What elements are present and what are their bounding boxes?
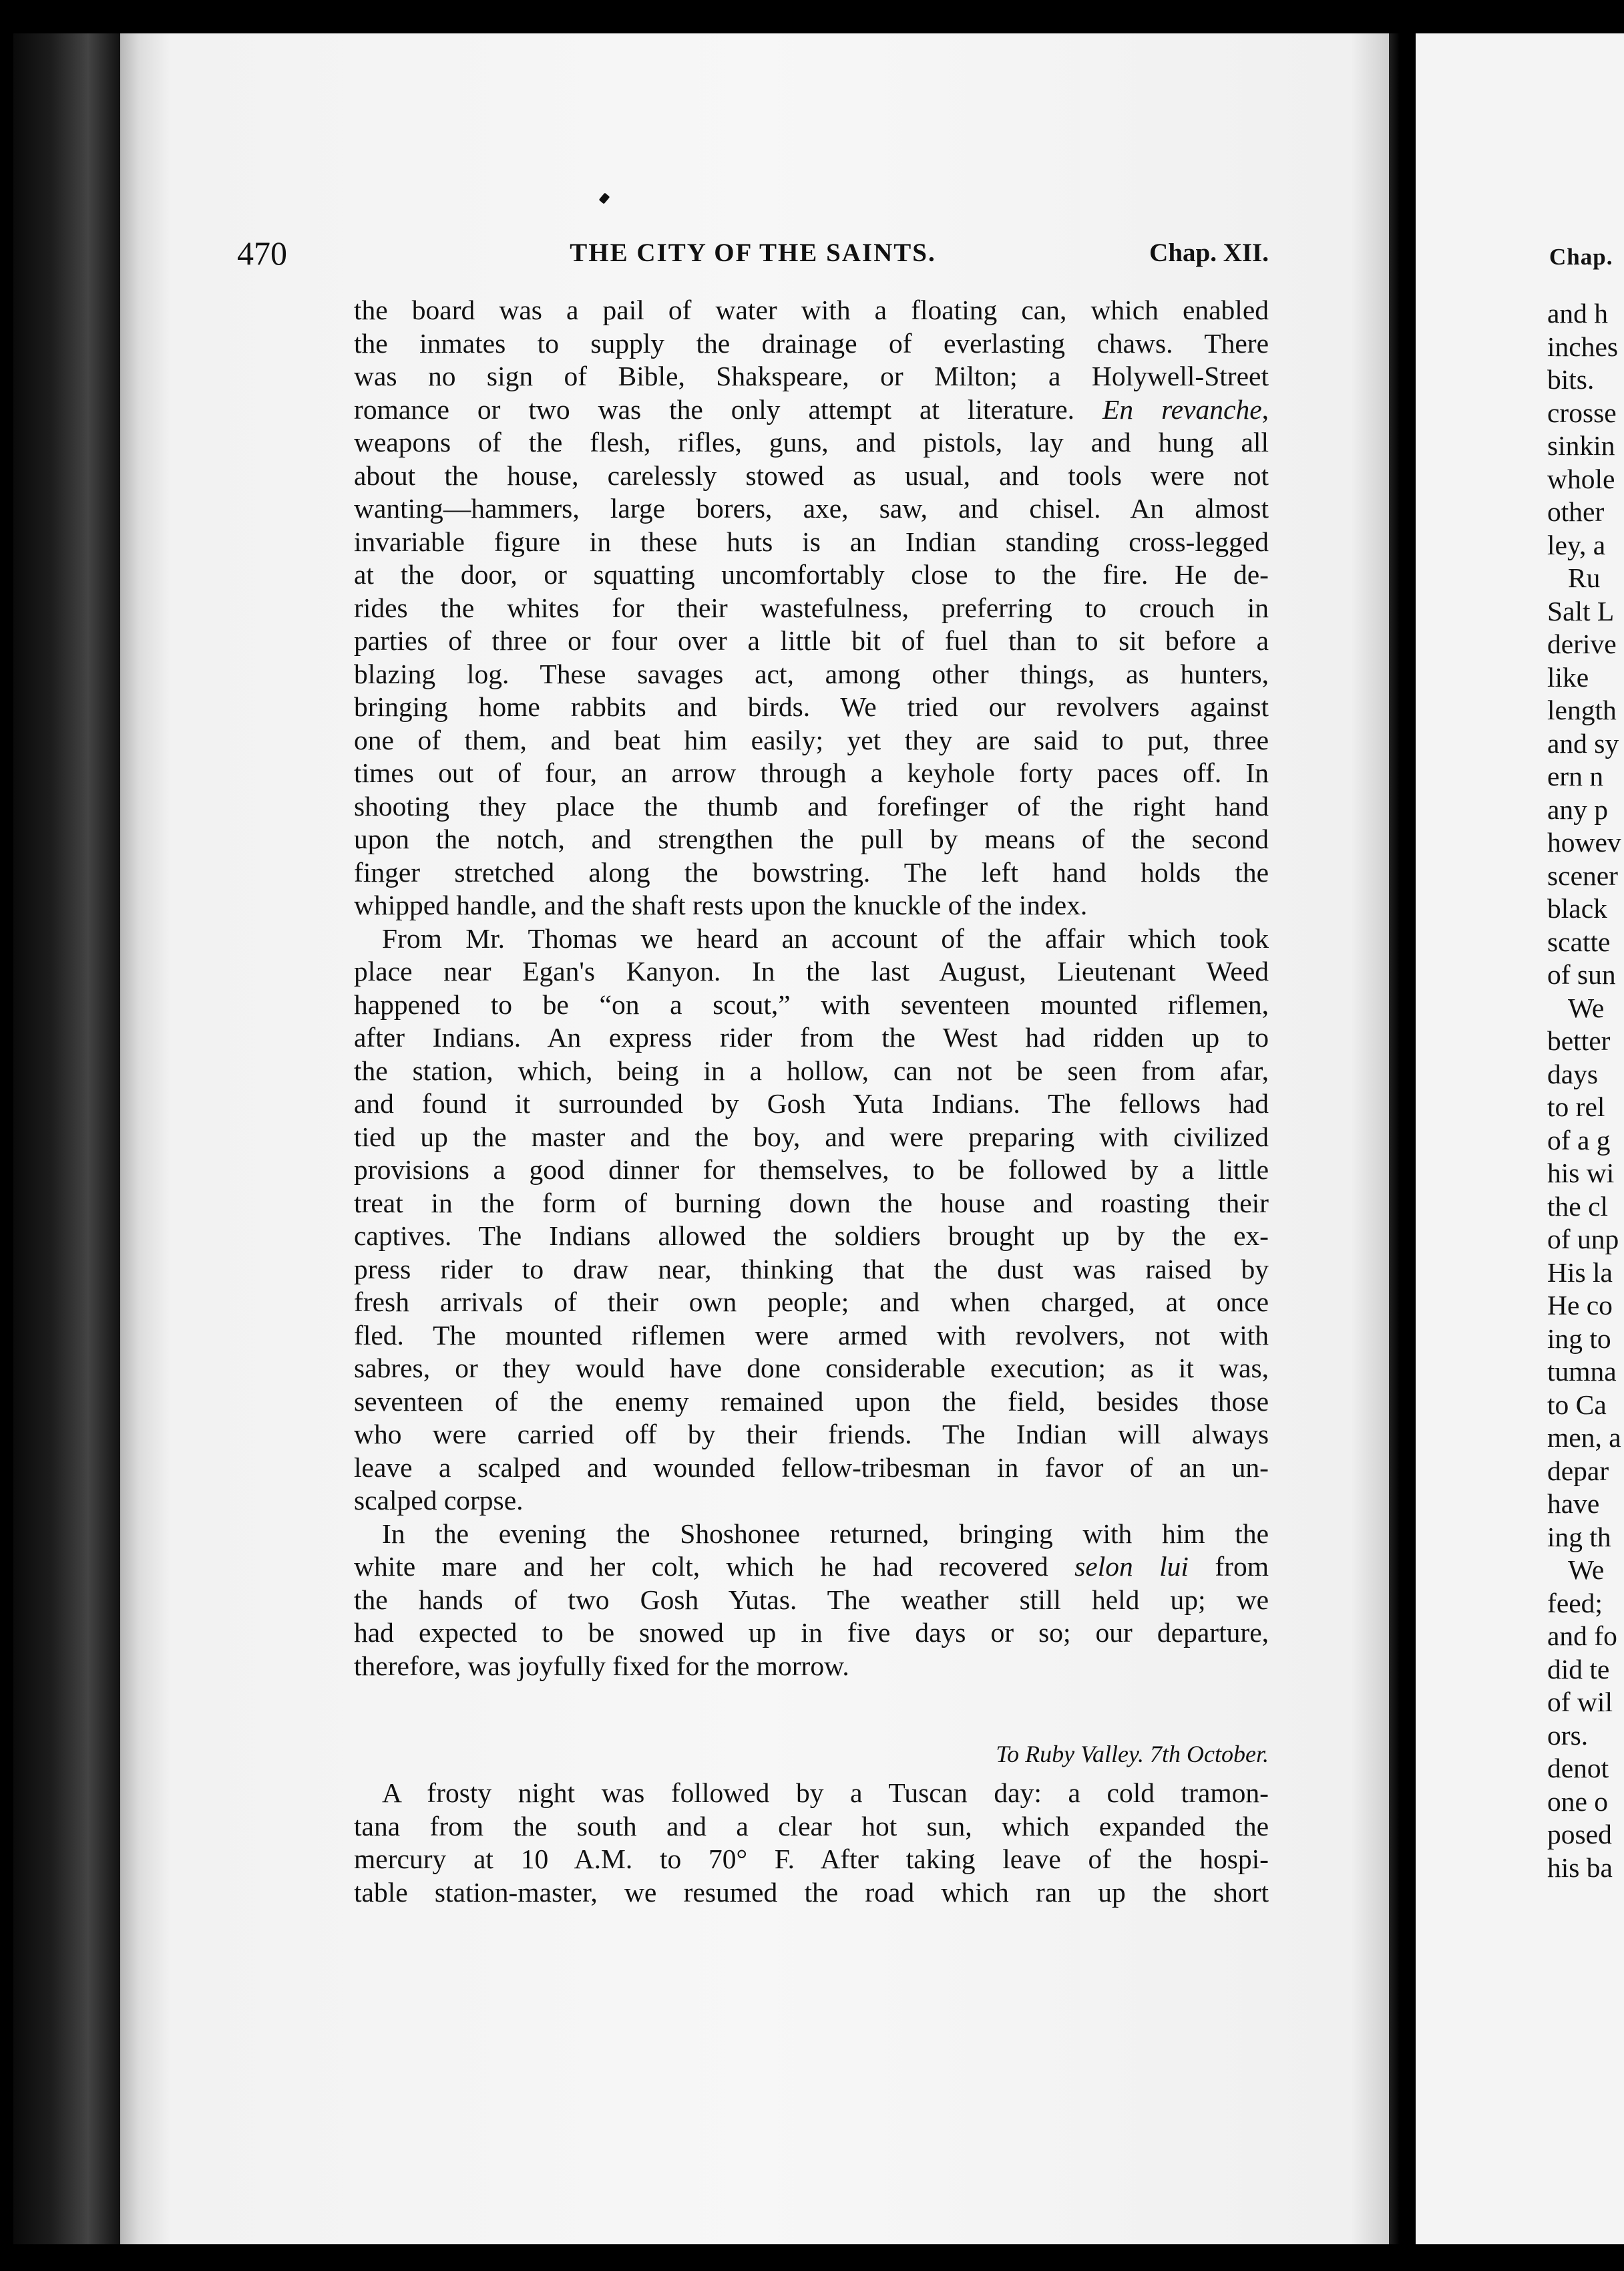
text-line: shooting they place the thumb and forefinger of the right hand <box>354 790 1269 822</box>
text-line: leave a scalped and wounded fellow-tribesman in favor of an un- <box>354 1451 1269 1483</box>
text-line: upon the notch, and strengthen the pull by means of the second <box>354 824 1269 854</box>
text-line: was no sign of Bible, Shakspeare, or Milton; a Holywell-Street <box>354 361 1269 391</box>
facing-page-header: Chap. <box>1549 244 1613 270</box>
text-line: finger stretched along the bowstring. The left hand holds the <box>354 856 1269 888</box>
facing-page-line: of unp <box>1547 1224 1619 1254</box>
facing-page-line: whole <box>1547 463 1615 494</box>
facing-page-line: scatte <box>1547 926 1611 957</box>
text-line: the station, which, being in a hollow, can not be seen from afar, <box>354 1055 1269 1086</box>
page-number: 470 <box>237 234 287 272</box>
facing-page-line: of wil <box>1547 1687 1613 1717</box>
facing-page-line: ing th <box>1547 1521 1611 1552</box>
facing-page-line: and sy <box>1547 727 1619 759</box>
text-line: press rider to draw near, thinking that the dust was raised by <box>354 1253 1269 1284</box>
book-gutter <box>1389 33 1416 2244</box>
text-line: whipped handle, and the shaft rests upon the knuckle of the index. <box>354 890 1088 920</box>
body-text <box>354 294 1269 1683</box>
text-line: scalped corpse. <box>354 1485 524 1516</box>
text-line: had expected to be snowed up in five days or so; our departure, <box>354 1617 1269 1648</box>
facing-page-line: did te <box>1547 1653 1610 1685</box>
facing-page-line: his ba <box>1547 1852 1613 1883</box>
text-line: rides the whites for their wastefulness, preferring to crouch in <box>354 592 1269 623</box>
text-line: table station-master, we resumed the road which ran up the short <box>354 1876 1269 1908</box>
text-line: parties of three or four over a little bit of fuel than to sit before a <box>354 625 1269 656</box>
facing-page-line: of sun <box>1547 959 1616 990</box>
facing-page-line: We <box>1568 992 1605 1023</box>
facing-page-line: Salt L <box>1547 595 1615 627</box>
facing-page-line: ern n <box>1547 761 1604 792</box>
text-line: tied up the master and the boy, and were preparing with civilized <box>354 1121 1269 1152</box>
facing-page-line: ley, a <box>1547 529 1606 560</box>
text-line: happened to be “on a scout,” with seventeen mounted riflemen, <box>354 989 1269 1020</box>
facing-page-line: to rel <box>1547 1091 1605 1122</box>
text-line: weapons of the flesh, rifles, guns, and pistols, lay and hung all <box>354 427 1269 458</box>
text-line: captives. The Indians allowed the soldiers brought up by the ex- <box>354 1220 1269 1251</box>
facing-page-line: and h <box>1547 298 1609 329</box>
facing-page-line: posed <box>1547 1819 1612 1850</box>
facing-page-line: one o <box>1547 1785 1609 1817</box>
page-header <box>237 234 1269 281</box>
text-line: From Mr. Thomas we heard an account of the affair which took <box>382 922 1269 954</box>
facing-page-line: to Ca <box>1547 1389 1607 1420</box>
text-line: A frosty night was followed by a Tuscan day: a cold tramon- <box>382 1777 1269 1808</box>
facing-page-line: other <box>1547 496 1605 527</box>
facing-page-line: have <box>1547 1488 1600 1519</box>
text-line: white mare and her colt, which he had recovered selon lui from <box>354 1551 1269 1582</box>
dateline: To Ruby Valley. 7th October. <box>996 1741 1269 1767</box>
text-line: and found it surrounded by Gosh Yuta Indians. The fellows had <box>354 1088 1269 1119</box>
facing-page-line: men, a <box>1547 1422 1621 1453</box>
ink-speck <box>599 192 610 204</box>
book-binding-left <box>13 33 120 2244</box>
text-line: fresh arrivals of their own people; and when charged, at once <box>354 1286 1269 1317</box>
facing-page-line: We <box>1568 1554 1605 1585</box>
text-line: the inmates to supply the drainage of everlasting chaws. There <box>354 327 1269 359</box>
text-line: bringing home rabbits and birds. We tried our revolvers against <box>354 691 1269 722</box>
facing-page-line: His la <box>1547 1256 1613 1288</box>
facing-page-line: days <box>1547 1058 1599 1089</box>
facing-page-line: He co <box>1547 1290 1613 1321</box>
facing-page-line: length <box>1547 695 1617 725</box>
text-line: one of them, and beat him easily; yet they are said to put, three <box>354 724 1269 755</box>
facing-page-line: howev <box>1547 827 1621 858</box>
text-line: romance or two was the only attempt at literature. En revanche, <box>354 393 1269 425</box>
facing-page-line: bits. <box>1547 364 1595 395</box>
text-line: place near Egan's Kanyon. In the last August, Lieutenant Weed <box>354 956 1269 987</box>
facing-page-line: feed; <box>1547 1587 1603 1618</box>
facing-page-line: Ru <box>1568 562 1601 593</box>
facing-page-line: of a g <box>1547 1124 1611 1156</box>
facing-page-line: depar <box>1547 1455 1609 1486</box>
text-line: the hands of two Gosh Yutas. The weather still held up; we <box>354 1584 1269 1615</box>
section-text <box>354 1777 1269 1909</box>
chapter-label: Chap. XII. <box>1149 238 1269 267</box>
text-line: provisions a good dinner for themselves, to be followed by a little <box>354 1154 1269 1185</box>
facing-page-line: like <box>1547 661 1589 693</box>
text-line: seventeen of the enemy remained upon the field, besides those <box>354 1385 1269 1417</box>
facing-page-line: any p <box>1547 794 1609 825</box>
text-line: at the door, or squatting uncomfortably close to the fire. He de- <box>354 559 1269 590</box>
text-line: about the house, carelessly stowed as usual, and tools were not <box>354 460 1269 491</box>
facing-page-line: scener <box>1547 860 1618 891</box>
facing-page-line: black <box>1547 893 1607 924</box>
facing-page-line: crosse <box>1547 397 1617 428</box>
text-line: invariable figure in these huts is an Indian standing cross-legged <box>354 526 1269 557</box>
text-line: treat in the form of burning down the house and roasting their <box>354 1187 1269 1218</box>
text-line: the board was a pail of water with a floating can, which enabled <box>354 295 1269 325</box>
facing-page-line: sinkin <box>1547 430 1615 461</box>
text-line: after Indians. An express rider from the West had ridden up to <box>354 1022 1269 1053</box>
facing-page-line: ing to <box>1547 1323 1611 1354</box>
text-line: therefore, was joyfully fixed for the morrow. <box>354 1650 849 1681</box>
facing-page-line: the cl <box>1547 1190 1609 1222</box>
text-line: times out of four, an arrow through a keyhole forty paces off. In <box>354 757 1269 788</box>
facing-page-line: inches <box>1547 331 1619 362</box>
facing-page-line: denot <box>1547 1753 1609 1783</box>
running-title: THE CITY OF THE SAINTS. <box>570 238 936 267</box>
text-line: fled. The mounted riflemen were armed with revolvers, not with <box>354 1319 1269 1351</box>
text-line: who were carried off by their friends. The Indian will always <box>354 1419 1269 1449</box>
text-line: blazing log. These savages act, among other things, as hunters, <box>354 658 1269 689</box>
facing-page-line: his wi <box>1547 1158 1615 1188</box>
text-line: sabres, or they would have done considerable execution; as it was, <box>354 1353 1269 1383</box>
facing-page-line: and fo <box>1547 1620 1617 1651</box>
facing-page-line: derive <box>1547 629 1617 659</box>
text-line: wanting—hammers, large borers, axe, saw, and chisel. An almost <box>354 493 1269 524</box>
text-line: tana from the south and a clear hot sun, which expanded the <box>354 1810 1269 1842</box>
facing-page-line: better <box>1547 1025 1611 1056</box>
facing-page-line: ors. <box>1547 1719 1589 1751</box>
facing-page-line: tumna <box>1547 1356 1617 1387</box>
facing-page <box>1416 33 1624 2244</box>
text-line: mercury at 10 A.M. to 70° F. After taking leave of the hospi- <box>354 1844 1269 1874</box>
text-line: In the evening the Shoshonee returned, bringing with him the <box>382 1518 1269 1549</box>
